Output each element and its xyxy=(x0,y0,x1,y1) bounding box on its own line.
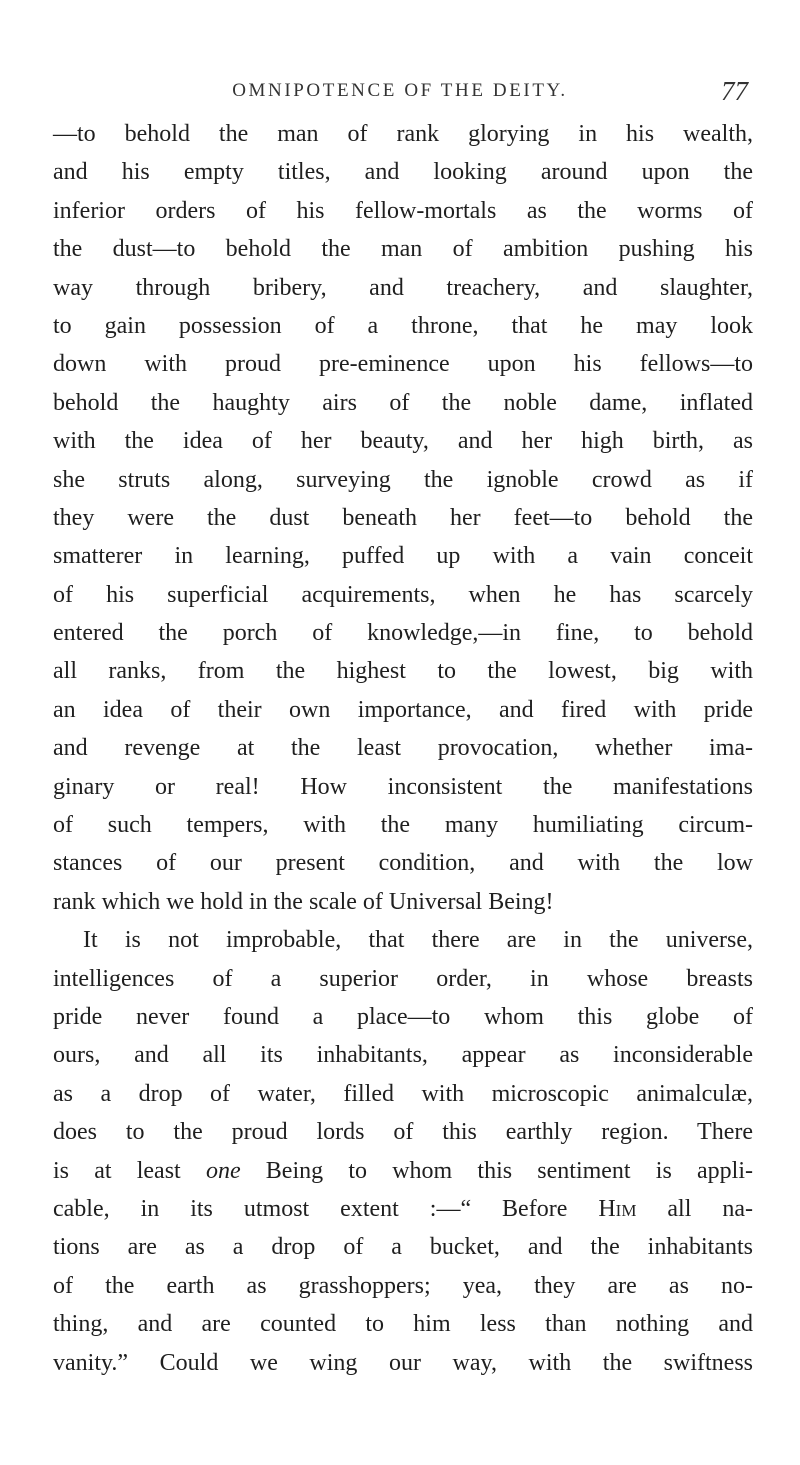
page-number: 77 xyxy=(721,76,748,106)
italic-emphasis: one xyxy=(205,1157,241,1184)
small-caps-emphasis: Him xyxy=(598,1195,637,1222)
text-line: they were the dust beneath her feet—to behold the xyxy=(53,504,753,531)
text-line: an idea of their own importance, and fired with pride xyxy=(53,696,753,723)
text-line: with the idea of her beauty, and her high birth, as xyxy=(53,428,753,455)
text-line: vanity.” Could we wing our way, with the swiftness xyxy=(53,1349,753,1376)
text-line: way through bribery, and treachery, and slaughter, xyxy=(53,274,753,301)
text-line xyxy=(53,1190,753,1228)
text-line: of his superficial acquirements, when he has scarcely xyxy=(53,581,753,608)
text-line: ginary or real! How inconsistent the manifestations xyxy=(53,773,753,800)
text-line: all ranks, from the highest to the lowest, big with xyxy=(53,658,753,685)
text-line: as a drop of water, filled with microscopic animalculæ, xyxy=(53,1080,753,1107)
text-fragment: cable, in its utmost extent :—“ Before xyxy=(53,1195,599,1222)
text-line: tions are as a drop of a bucket, and the inhabitants xyxy=(53,1234,753,1261)
text-line: and revenge at the least provocation, whether ima- xyxy=(53,735,753,762)
text-line: the dust—to behold the man of ambition pushing his xyxy=(53,236,753,263)
text-line: ours, and all its inhabitants, appear as inconsiderable xyxy=(53,1042,753,1069)
text-line: thing, and are counted to him less than nothing and xyxy=(53,1311,753,1338)
text-line: of the earth as grasshoppers; yea, they are as no- xyxy=(53,1272,753,1299)
text-line-paragraph-end: rank which we hold in the scale of Universal Being! xyxy=(53,888,554,915)
text-line: stances of our present condition, and with the low xyxy=(53,850,753,877)
text-fragment: Being to whom this sentiment is appli- xyxy=(240,1157,754,1184)
running-head xyxy=(0,76,800,108)
text-line: she struts along, surveying the ignoble crowd as if xyxy=(53,466,753,493)
text-fragment: all na- xyxy=(636,1195,753,1222)
text-line: down with proud pre-eminence upon his fellows—to xyxy=(53,351,753,378)
text-line: behold the haughty airs of the noble dame, inflated xyxy=(53,389,753,416)
text-line: of such tempers, with the many humiliating circum- xyxy=(53,812,753,839)
text-fragment: is at least xyxy=(53,1157,206,1184)
text-line-paragraph-start: It is not improbable, that there are in the universe, xyxy=(83,927,753,954)
text-line: smatterer in learning, puffed up with a vain conceit xyxy=(53,543,753,570)
text-line: to gain possession of a throne, that he may look xyxy=(53,312,753,339)
text-line: pride never found a place—to whom this globe of xyxy=(53,1003,753,1030)
text-line: inferior orders of his fellow-mortals as the worms of xyxy=(53,197,753,224)
text-line xyxy=(53,1152,753,1190)
running-title: OMNIPOTENCE OF THE DEITY. xyxy=(232,80,568,101)
text-line: —to behold the man of rank glorying in his wealth, xyxy=(53,121,753,147)
text-line: intelligences of a superior order, in whose breasts xyxy=(53,965,753,992)
text-line: does to the proud lords of this earthly region. There xyxy=(53,1119,753,1146)
text-line: entered the porch of knowledge,—in fine, to behold xyxy=(53,620,753,647)
text-line: and his empty titles, and looking around upon the xyxy=(53,159,753,186)
body-text xyxy=(53,115,753,1382)
